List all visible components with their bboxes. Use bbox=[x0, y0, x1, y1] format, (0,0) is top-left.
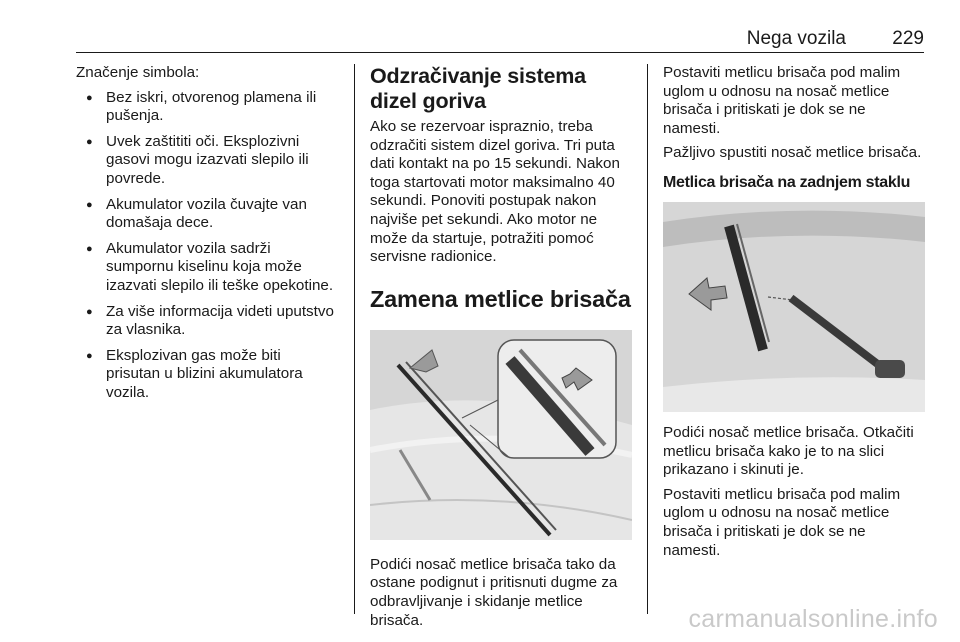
front-wiper-illustration bbox=[370, 330, 632, 540]
column-2 bbox=[370, 64, 634, 636]
symbols-intro: Značenje simbola: bbox=[76, 64, 200, 81]
list-item: ● Za više informacija videti uputstvo za vlasnika. bbox=[76, 303, 338, 340]
column-3 bbox=[663, 64, 927, 566]
column-divider-1 bbox=[354, 64, 355, 614]
list-item: ● Bez iskri, otvorenog plamena ili pušenja. bbox=[76, 89, 338, 126]
list-item: ● Eksplozivan gas može biti prisutan u blizini akumulatora vozila. bbox=[76, 347, 338, 403]
page-title: Nega vozila bbox=[746, 28, 846, 49]
list-item: ● Akumulator vozila sadrži sumpornu kiselinu koja može izazvati slepilo ili teške opekotine. bbox=[76, 240, 338, 296]
page-number: 229 bbox=[892, 28, 924, 49]
page-header bbox=[76, 28, 924, 53]
list-item: ● Uvek zaštititi oči. Eksplozivni gasovi mogu izazvati slepilo ili povrede. bbox=[76, 133, 338, 189]
section-heading-wiper-replacement: Zamena metlice brisača bbox=[370, 285, 631, 312]
symbols-list bbox=[76, 89, 338, 403]
column-divider-2 bbox=[647, 64, 648, 614]
diesel-bleed-paragraph: Ako se rezervoar ispraznio, treba odzračiti sistem dizel goriva. Tri puta dati kontakt na po 15 sekundi. Nakon toga startovati motor maksimalno 40 sekundi. Ponoviti postupak nakon najviše pet sekundi. Ako motor ne može da startuje, potražiti pomoć servisne radionice. bbox=[370, 118, 620, 266]
front-wiper-caption: Podići nosač metlice brisača tako da ostane podignut i pritisnuti dugme za odbravljivanje i skidanje metlice brisača. bbox=[370, 555, 618, 629]
list-item: ● Akumulator vozila čuvajte van domašaja dece. bbox=[76, 196, 338, 233]
section-heading-diesel-bleed: Odzračivanje sistema dizel goriva bbox=[370, 64, 586, 113]
watermark: carmanualsonline.info bbox=[688, 605, 938, 633]
wiper-lower-paragraph: Pažljivo spustiti nosač metlice brisača. bbox=[663, 144, 922, 162]
column-1 bbox=[76, 64, 338, 410]
section-heading-rear-wiper: Metlica brisača na zadnjem staklu bbox=[663, 173, 911, 191]
rear-wiper-remove-paragraph: Podići nosač metlice brisača. Otkačiti metlicu brisača kako je to na slici prikazano i skinuti je. bbox=[663, 423, 914, 479]
rear-wiper-install-paragraph: Postaviti metlicu brisača pod malim uglom u odnosu na nosač metlice brisača i pritiskati je dok se ne namesti. bbox=[663, 485, 901, 559]
rear-wiper-illustration bbox=[663, 202, 925, 412]
wiper-install-paragraph: Postaviti metlicu brisača pod malim uglom u odnosu na nosač metlice brisača i pritiskati je dok se ne namesti. bbox=[663, 64, 901, 137]
